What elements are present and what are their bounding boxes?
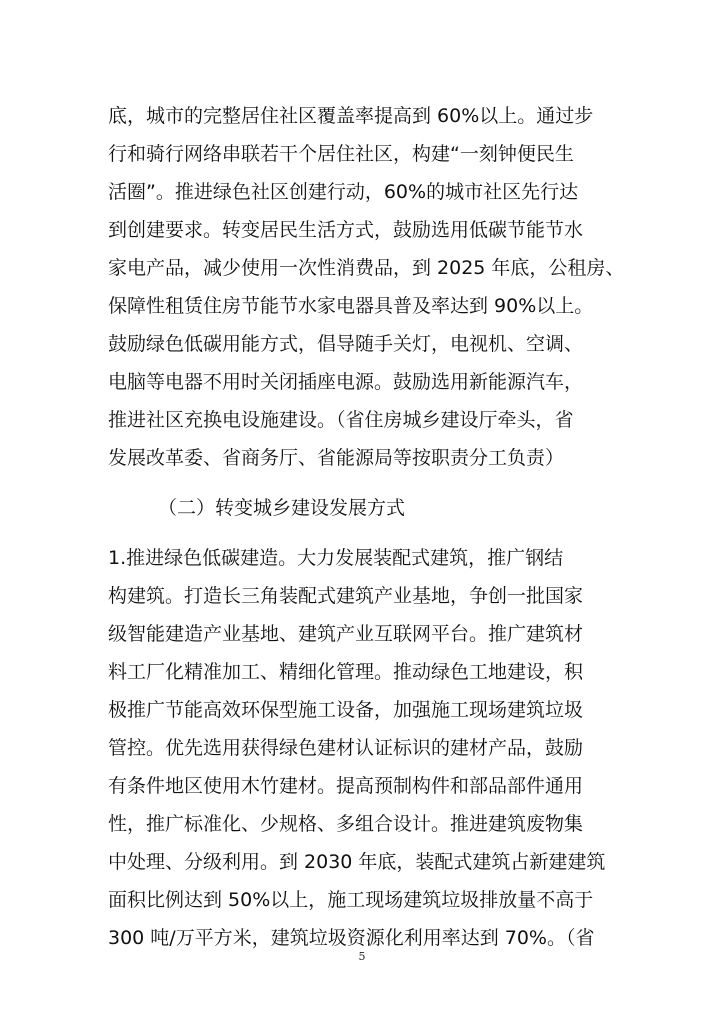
text-line: 面积比例达到 50%以上，施工现场建筑垃圾排放量不高于 [108,889,594,911]
text-line: 有条件地区使用木竹建材。提高预制构件和部品部件通用 [108,775,584,797]
text-line: 料工厂化精准加工、精细化管理。推动绿色工地建设，积 [108,661,584,683]
text-line: 行和骑行网络串联若干个居住社区，构建“一刻钟便民生 [108,143,574,165]
text-line: 鼓励绿色低碳用能方式，倡导随手关灯，电视机、空调、 [108,333,584,355]
text-line: 极推广节能高效环保型施工设备，加强施工现场建筑垃圾 [108,699,584,721]
text-line: 家电产品，减少使用一次性消费品，到 2025 年底，公租房、 [108,257,625,279]
section-heading: （二）转变城乡建设发展方式 [158,497,406,519]
text-line: 中处理、分级利用。到 2030 年底，装配式建筑占新建建筑 [108,851,606,873]
text-line: 保障性租赁住房节能节水家电器具普及率达到 90%以上。 [108,295,594,317]
text-line: 级智能建造产业基地、建筑产业互联网平台。推广建筑材 [108,623,584,645]
text-line: 活圈”。推进绿色社区创建行动，60%的城市社区先行达 [108,181,579,203]
text-line: 到创建要求。转变居民生活方式，鼓励选用低碳节能节水 [108,219,584,241]
text-line: 推进社区充换电设施建设。（省住房城乡建设厅牵头，省 [108,409,574,431]
text-line: 底，城市的完整居住社区覆盖率提高到 60%以上。通过步 [108,105,594,127]
text-line: 管控。优先选用获得绿色建材认证标识的建材产品，鼓励 [108,737,584,759]
text-line: 电脑等电器不用时关闭插座电源。鼓励选用新能源汽车， [108,371,584,393]
text-line: 1.推进绿色低碳建造。大力发展装配式建筑，推广钢结 [108,547,564,569]
text-line: 构建筑。打造长三角装配式建筑产业基地，争创一批国家 [108,585,584,607]
text-line: 性，推广标准化、少规格、多组合设计。推进建筑废物集 [108,813,584,835]
text-line: 300 吨/万平方米，建筑垃圾资源化利用率达到 70%。（省 [108,927,595,949]
text-line: 发展改革委、省商务厅、省能源局等按职责分工负责） [108,447,565,469]
page-number: 5 [358,950,366,963]
